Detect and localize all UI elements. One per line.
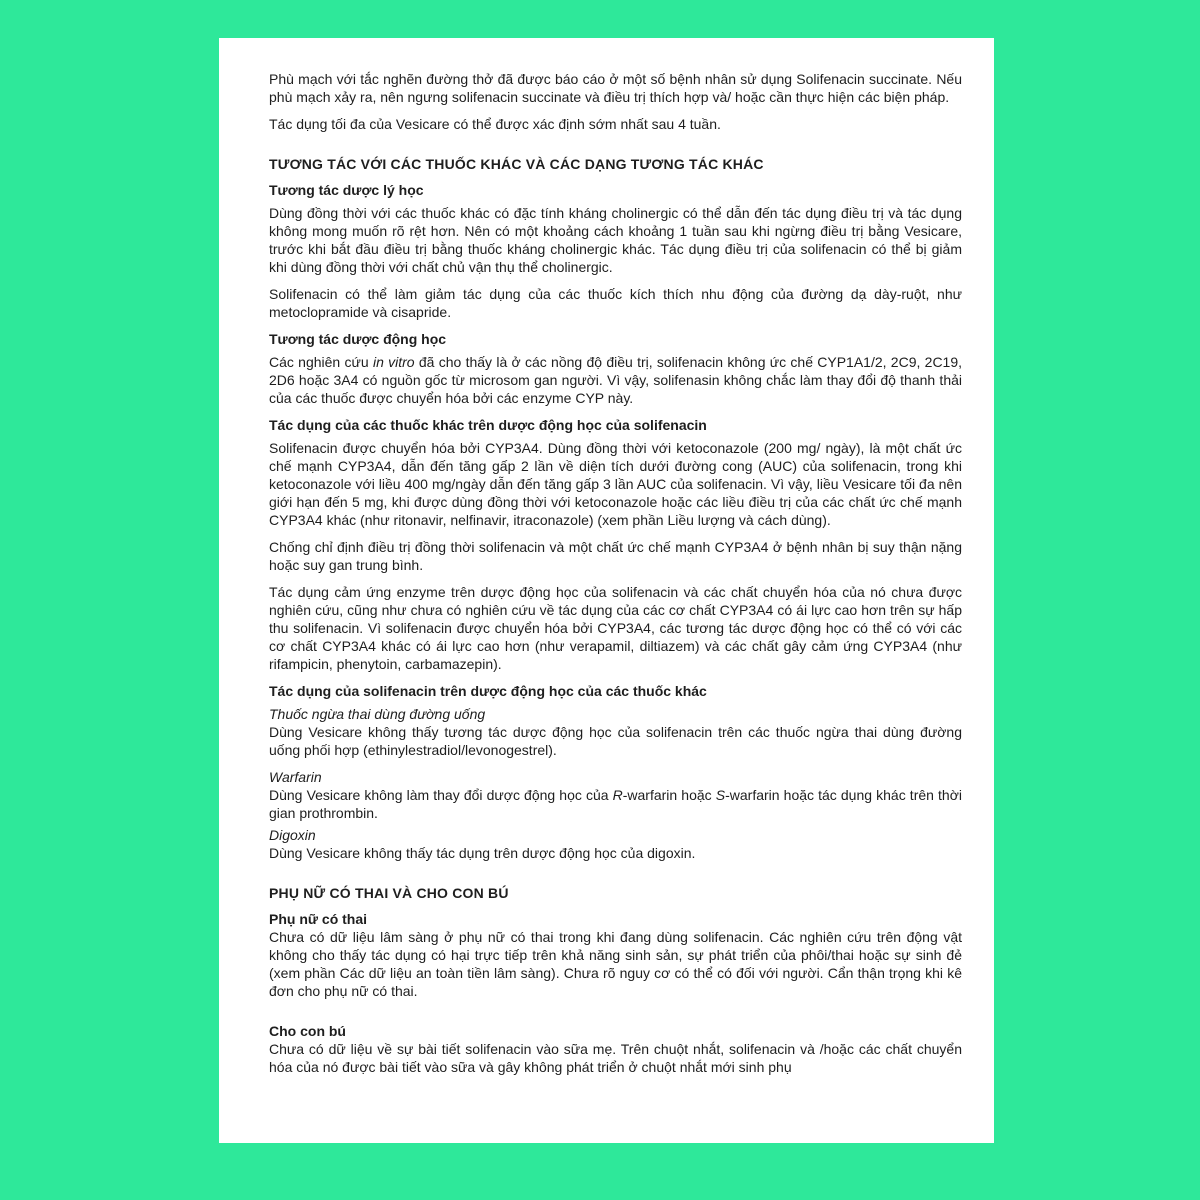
digoxin-text: Dùng Vesicare không thấy tác dụng trên dược động học của digoxin. bbox=[269, 845, 696, 861]
pharmacokinetic-paragraph bbox=[269, 353, 962, 407]
breastfeeding-text: Chưa có dữ liệu về sự bài tiết solifenacin vào sữa mẹ. Trên chuột nhắt, solifenacin và /hoặc các chất chuyển hóa của nó được bài tiết vào sữa và gây không phát triển ở chuột nhắt mới sinh phụ bbox=[269, 1041, 962, 1075]
heading-pharmacodynamic: Tương tác dược lý học bbox=[269, 182, 424, 198]
s-enantiomer: S bbox=[715, 787, 726, 803]
warfarin-label: Warfarin bbox=[269, 769, 322, 785]
intro-paragraph-2: Tác dụng tối đa của Vesicare có thể được xác định sớm nhất sau 4 tuần. bbox=[269, 116, 721, 132]
warfarin-text-part-2: -warfarin hoặc bbox=[622, 787, 716, 803]
pregnant-women-text: Chưa có dữ liệu lâm sàng ở phụ nữ có thai trong khi đang dùng solifenacin. Các nghiên cứu trên động vật không cho thấy tác dụng có hại trực tiếp trên khả năng sinh sản, sự phát triển của phôi/thai hoặc sự sinh đẻ (xem phần Các dữ liệu an toàn tiền lâm sàng). Chưa rõ nguy cơ có thể có đối với người. Cẩn thận trọng khi kê đơn cho phụ nữ có thai. bbox=[269, 929, 962, 999]
document-content bbox=[269, 70, 962, 1076]
pharmacokinetic-text-start: Các nghiên cứu bbox=[269, 354, 373, 370]
heading-breastfeeding: Cho con bú bbox=[269, 1023, 346, 1039]
warfarin-text-part-3: -warfarin hoặc tác dụng khác trên thời gian prothrombin. bbox=[269, 787, 962, 821]
document-page bbox=[219, 38, 994, 1143]
others-on-solifenacin-paragraph-2: Chống chỉ định điều trị đồng thời solifenacin và một chất ức chế mạnh CYP3A4 ở bệnh nhân bị suy thận nặng hoặc suy gan trung bình. bbox=[269, 539, 962, 573]
r-enantiomer: R bbox=[612, 787, 623, 803]
section-title-interactions: TƯƠNG TÁC VỚI CÁC THUỐC KHÁC VÀ CÁC DẠNG TƯƠNG TÁC KHÁC bbox=[269, 156, 764, 172]
heading-pharmacokinetic: Tương tác dược động học bbox=[269, 331, 447, 347]
oral-contraceptives-text: Dùng Vesicare không thấy tương tác dược động học của solifenacin trên các thuốc ngừa thai dùng đường uống phối hợp (ethinylestradiol/levonogestrel). bbox=[269, 724, 962, 758]
heading-pregnant-women: Phụ nữ có thai bbox=[269, 911, 368, 927]
heading-others-on-solifenacin: Tác dụng của các thuốc khác trên dược động học của solifenacin bbox=[269, 417, 707, 433]
heading-solifenacin-on-others: Tác dụng của solifenacin trên dược động học của các thuốc khác bbox=[269, 683, 707, 699]
warfarin-text bbox=[269, 786, 962, 822]
pharmacokinetic-text-end: đã cho thấy là ở các nồng độ điều trị, solifenacin không ức chế CYP1A1/2, 2C9, 2C19, 2D6 hoặc 3A4 có nguồn gốc từ microsom gan người. Vì vậy, solifenasin không chắc làm thay đổi độ thanh thải của các thuốc được chuyển hóa bởi các enzyme CYP này. bbox=[269, 354, 963, 406]
others-on-solifenacin-paragraph-3: Tác dụng cảm ứng enzyme trên dược động học của solifenacin và các chất chuyển hóa của nó chưa được nghiên cứu, cũng như chưa có nghiên cứu về tác dụng của các cơ chất CYP3A4 có ái lực cao hơn trên sự hấp thu solifenacin. Vì solifenacin được chuyển hóa bởi CYP3A4, các tương tác dược động học có thể có với các cơ chất CYP3A4 khác có ái lực cao hơn (như verapamil, diltiazem) và các chất gây cảm ứng CYP3A4 (như rifampicin, phenytoin, carbamazepin). bbox=[269, 584, 962, 672]
digoxin-label: Digoxin bbox=[269, 827, 316, 843]
intro-paragraph-1: Phù mạch với tắc nghẽn đường thở đã được báo cáo ở một số bệnh nhân sử dụng Solifenacin succinate. Nếu phù mạch xảy ra, nên ngưng solifenacin succinate và điều trị thích hợp và/ hoặc cần thực hiện các biện pháp. bbox=[269, 71, 962, 105]
warfarin-text-part-1: Dùng Vesicare không làm thay đổi dược động học của bbox=[269, 787, 613, 803]
others-on-solifenacin-paragraph-1: Solifenacin được chuyển hóa bởi CYP3A4. Dùng đồng thời với ketoconazole (200 mg/ ngày), là một chất ức chế mạnh CYP3A4, dẫn đến tăng gấp 2 lần về diện tích dưới đường cong (AUC) của solifenacin, trong khi ketoconazole với liều 400 mg/ngày dẫn đến tăng gấp 3 lần AUC của solifenacin. Vì vậy, liều Vesicare tối đa nên giới hạn đến 5 mg, khi được dùng đồng thời với ketoconazole hoặc các liều điều trị của các chất ức chế mạnh CYP3A4 khác (như ritonavir, nelfinavir, itraconazole) (xem phần Liều lượng và cách dùng). bbox=[269, 440, 962, 528]
oral-contraceptives-label: Thuốc ngừa thai dùng đường uống bbox=[269, 706, 486, 722]
in-vitro-term: in vitro bbox=[372, 354, 415, 370]
pharmacodynamic-paragraph-1: Dùng đồng thời với các thuốc khác có đặc tính kháng cholinergic có thể dẫn đến tác dụng điều trị và tác dụng không mong muốn rõ rệt hơn. Nên có một khoảng cách khoảng 1 tuần sau khi ngừng điều trị bằng Vesicare, trước khi bắt đầu điều trị bằng thuốc kháng cholinergic khác. Tác dụng điều trị của solifenacin có thể bị giảm khi dùng đồng thời với chất chủ vận thụ thể cholinergic. bbox=[269, 205, 962, 275]
pharmacodynamic-paragraph-2: Solifenacin có thể làm giảm tác dụng của các thuốc kích thích nhu động của đường dạ dày-ruột, như metoclopramide và cisapride. bbox=[269, 286, 962, 320]
section-title-pregnancy: PHỤ NỮ CÓ THAI VÀ CHO CON BÚ bbox=[269, 885, 509, 901]
